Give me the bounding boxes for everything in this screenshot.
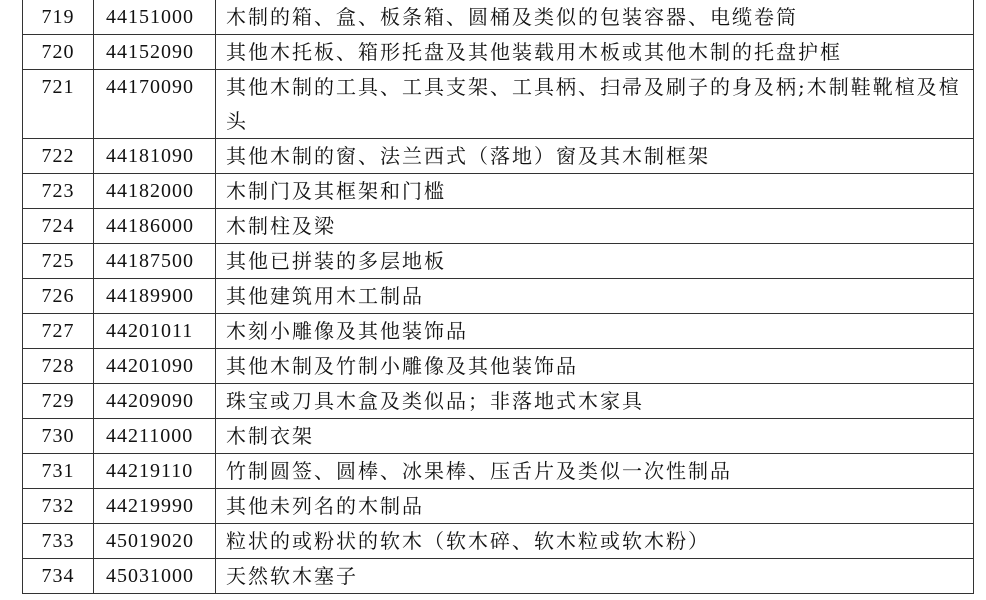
table-row xyxy=(23,349,974,384)
description-cell: 其他未列名的木制品 xyxy=(216,489,974,524)
row-number-cell: 729 xyxy=(23,384,94,419)
description-cell: 其他木托板、箱形托盘及其他装载用木板或其他木制的托盘护框 xyxy=(216,35,974,70)
tariff-code-cell: 45019020 xyxy=(94,524,216,559)
description-cell: 木制衣架 xyxy=(216,419,974,454)
tariff-code-cell: 45031000 xyxy=(94,559,216,594)
table-row xyxy=(23,174,974,209)
description-cell: 其他木制及竹制小雕像及其他装饰品 xyxy=(216,349,974,384)
tariff-code-cell: 44201090 xyxy=(94,349,216,384)
description-cell: 木刻小雕像及其他装饰品 xyxy=(216,314,974,349)
description-cell: 竹制圆签、圆棒、冰果棒、压舌片及类似一次性制品 xyxy=(216,454,974,489)
row-number-cell: 731 xyxy=(23,454,94,489)
description-cell: 木制门及其框架和门槛 xyxy=(216,174,974,209)
description-cell: 天然软木塞子 xyxy=(216,559,974,594)
row-number-cell: 724 xyxy=(23,209,94,244)
table-row xyxy=(23,70,974,139)
row-number-cell: 734 xyxy=(23,559,94,594)
tariff-code-cell: 44152090 xyxy=(94,35,216,70)
table-row xyxy=(23,419,974,454)
tariff-code-cell: 44201011 xyxy=(94,314,216,349)
table-row xyxy=(23,489,974,524)
row-number-cell: 726 xyxy=(23,279,94,314)
description-cell: 其他木制的窗、法兰西式（落地）窗及其木制框架 xyxy=(216,139,974,174)
table-row xyxy=(23,454,974,489)
tariff-code-cell: 44209090 xyxy=(94,384,216,419)
tariff-code-cell: 44219110 xyxy=(94,454,216,489)
tariff-code-cell: 44181090 xyxy=(94,139,216,174)
tariff-code-cell: 44219990 xyxy=(94,489,216,524)
description-cell: 其他建筑用木工制品 xyxy=(216,279,974,314)
description-cell: 其他已拼装的多层地板 xyxy=(216,244,974,279)
table-row xyxy=(23,279,974,314)
row-number-cell: 720 xyxy=(23,35,94,70)
table-row xyxy=(23,384,974,419)
tariff-code-cell: 44189900 xyxy=(94,279,216,314)
tariff-code-cell: 44170090 xyxy=(94,70,216,139)
tariff-table xyxy=(22,0,974,594)
table-row xyxy=(23,209,974,244)
tariff-table-body xyxy=(23,0,974,594)
row-number-cell: 732 xyxy=(23,489,94,524)
tariff-code-cell: 44182000 xyxy=(94,174,216,209)
row-number-cell: 733 xyxy=(23,524,94,559)
description-cell: 其他木制的工具、工具支架、工具柄、扫帚及刷子的身及柄;木制鞋靴楦及楦头 xyxy=(216,70,974,139)
table-row xyxy=(23,314,974,349)
row-number-cell: 728 xyxy=(23,349,94,384)
table-row xyxy=(23,139,974,174)
row-number-cell: 725 xyxy=(23,244,94,279)
tariff-code-cell: 44211000 xyxy=(94,419,216,454)
description-cell: 木制的箱、盒、板条箱、圆桶及类似的包装容器、电缆卷筒 xyxy=(216,0,974,35)
tariff-code-cell: 44151000 xyxy=(94,0,216,35)
row-number-cell: 730 xyxy=(23,419,94,454)
table-row xyxy=(23,35,974,70)
tariff-code-cell: 44186000 xyxy=(94,209,216,244)
table-row xyxy=(23,559,974,594)
row-number-cell: 727 xyxy=(23,314,94,349)
description-cell: 粒状的或粉状的软木（软木碎、软木粒或软木粉） xyxy=(216,524,974,559)
table-row xyxy=(23,244,974,279)
row-number-cell: 719 xyxy=(23,0,94,35)
description-cell: 珠宝或刀具木盒及类似品；非落地式木家具 xyxy=(216,384,974,419)
row-number-cell: 722 xyxy=(23,139,94,174)
table-row xyxy=(23,0,974,35)
row-number-cell: 721 xyxy=(23,70,94,139)
table-row xyxy=(23,524,974,559)
description-cell: 木制柱及梁 xyxy=(216,209,974,244)
tariff-code-cell: 44187500 xyxy=(94,244,216,279)
row-number-cell: 723 xyxy=(23,174,94,209)
